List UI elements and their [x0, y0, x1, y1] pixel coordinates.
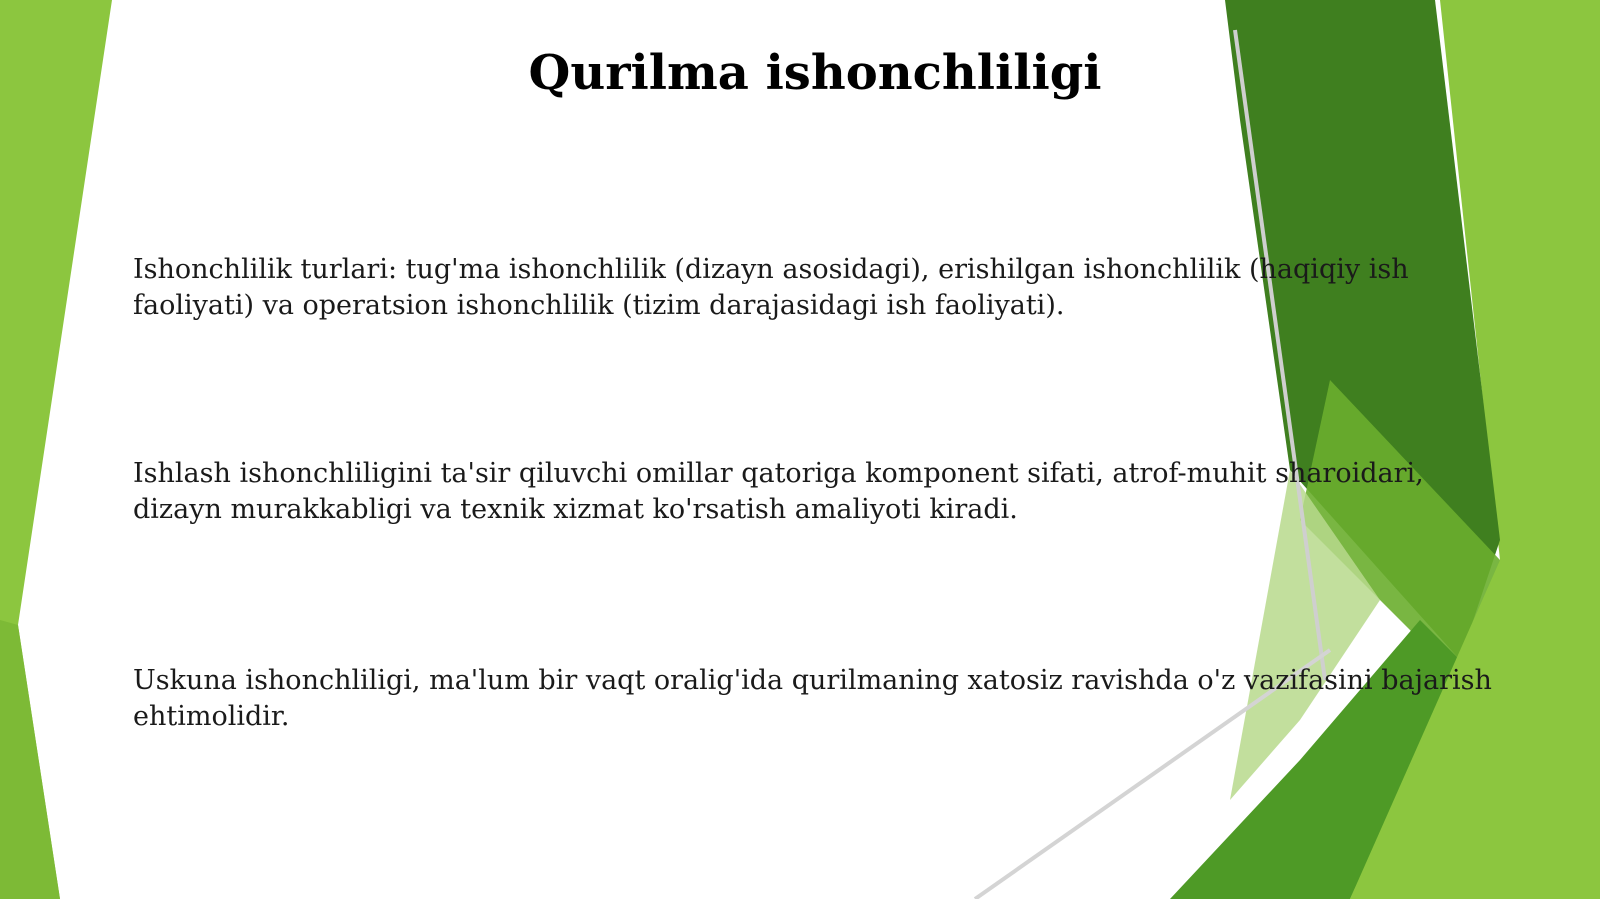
slide-title: Qurilma ishonchliligi	[528, 45, 1102, 101]
paragraph-hardware-reliability: Uskuna ishonchliligi, ma'lum bir vaqt oralig'ida qurilmaning xatosiz ravishda o'z vazifasini bajarish ehtimolidir.	[133, 665, 1492, 732]
paragraph-reliability-types: Ishonchlilik turlari: tug'ma ishonchlilik (dizayn asosidagi), erishilgan ishonchlilik (haqiqiy ish faoliyati) va operatsion ishonchlilik (tizim darajasidagi ish faoliyati).	[133, 254, 1409, 321]
paragraph-reliability-factors: Ishlash ishonchliligini ta'sir qiluvchi omillar qatoriga komponent sifati, atrof-muhit sharoidari, dizayn murakkabligi va texnik xizmat ko'rsatish amaliyoti kiradi.	[133, 458, 1424, 525]
left-green-shade	[0, 620, 60, 899]
